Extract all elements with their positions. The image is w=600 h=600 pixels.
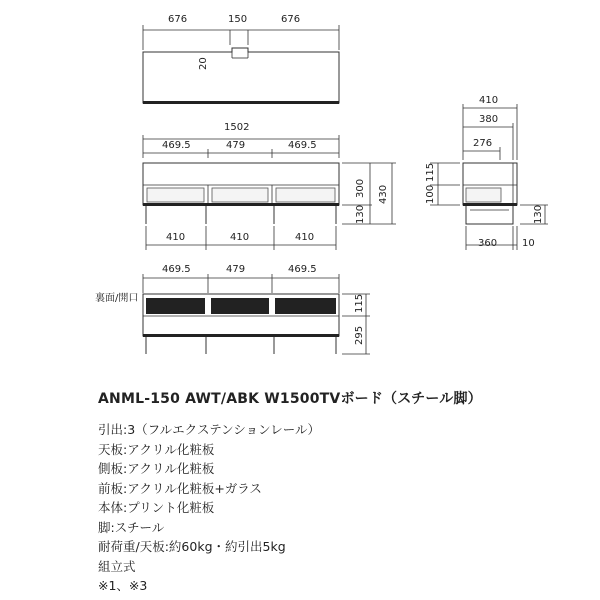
side-view xyxy=(425,95,548,250)
front-height-legs: 130 xyxy=(355,204,366,224)
side-height-legs: 130 xyxy=(533,204,544,224)
spec-notes: ※1、※3 xyxy=(98,578,148,593)
side-depth-total: 410 xyxy=(479,95,499,106)
back-view-label: 裏面/開口 xyxy=(95,293,139,304)
side-leg-depth: 360 xyxy=(478,238,498,249)
side-depth-top: 276 xyxy=(473,138,493,149)
front-view xyxy=(143,122,396,250)
top-dim-right: 676 xyxy=(281,14,301,25)
back-opening-width-3: 469.5 xyxy=(288,264,317,275)
top-notch-depth: 20 xyxy=(198,57,209,70)
front-overall-width: 1502 xyxy=(224,122,250,133)
product-title: ANML-150 AWT/ABK W1500TVボード（スチール脚） xyxy=(98,391,482,407)
side-height-drawer: 115 xyxy=(425,162,436,182)
front-height-total: 430 xyxy=(378,184,389,204)
spec-list xyxy=(98,420,578,596)
front-drawer-width-3: 469.5 xyxy=(288,140,317,151)
spec-front-board: 前板:アクリル化粧板+ガラス xyxy=(98,480,262,496)
back-height-lower: 295 xyxy=(354,325,365,345)
front-leg-spacing-1: 410 xyxy=(166,232,186,243)
spec-top-board: 天板:アクリル化粧板 xyxy=(98,441,215,457)
front-leg-spacing-2: 410 xyxy=(230,232,250,243)
front-drawer-width-1: 469.5 xyxy=(162,140,191,151)
top-dim-center: 150 xyxy=(228,14,248,25)
front-drawer-width-2: 479 xyxy=(226,140,246,151)
top-dim-left: 676 xyxy=(168,14,188,25)
back-view xyxy=(143,264,370,354)
side-leg-offset: 10 xyxy=(522,238,535,249)
spec-load: 耐荷重/天板:約60kg・約引出5kg xyxy=(98,539,286,554)
front-height-upper: 300 xyxy=(355,178,366,198)
spec-side-board: 側板:アクリル化粧板 xyxy=(98,461,215,476)
spec-drawers: 引出:3（フルエクステンションレール） xyxy=(98,422,321,437)
spec-assembly: 組立式 xyxy=(98,558,136,574)
back-opening-width-1: 469.5 xyxy=(162,264,191,275)
side-height-body: 100 xyxy=(425,184,436,204)
top-view xyxy=(143,14,339,104)
back-height-opening: 115 xyxy=(354,293,365,313)
spec-body: 本体:プリント化粧板 xyxy=(98,500,215,515)
front-leg-spacing-3: 410 xyxy=(295,232,315,243)
side-depth-inner: 380 xyxy=(479,114,499,125)
spec-legs: 脚:スチール xyxy=(98,519,165,535)
back-opening-width-2: 479 xyxy=(226,264,246,275)
